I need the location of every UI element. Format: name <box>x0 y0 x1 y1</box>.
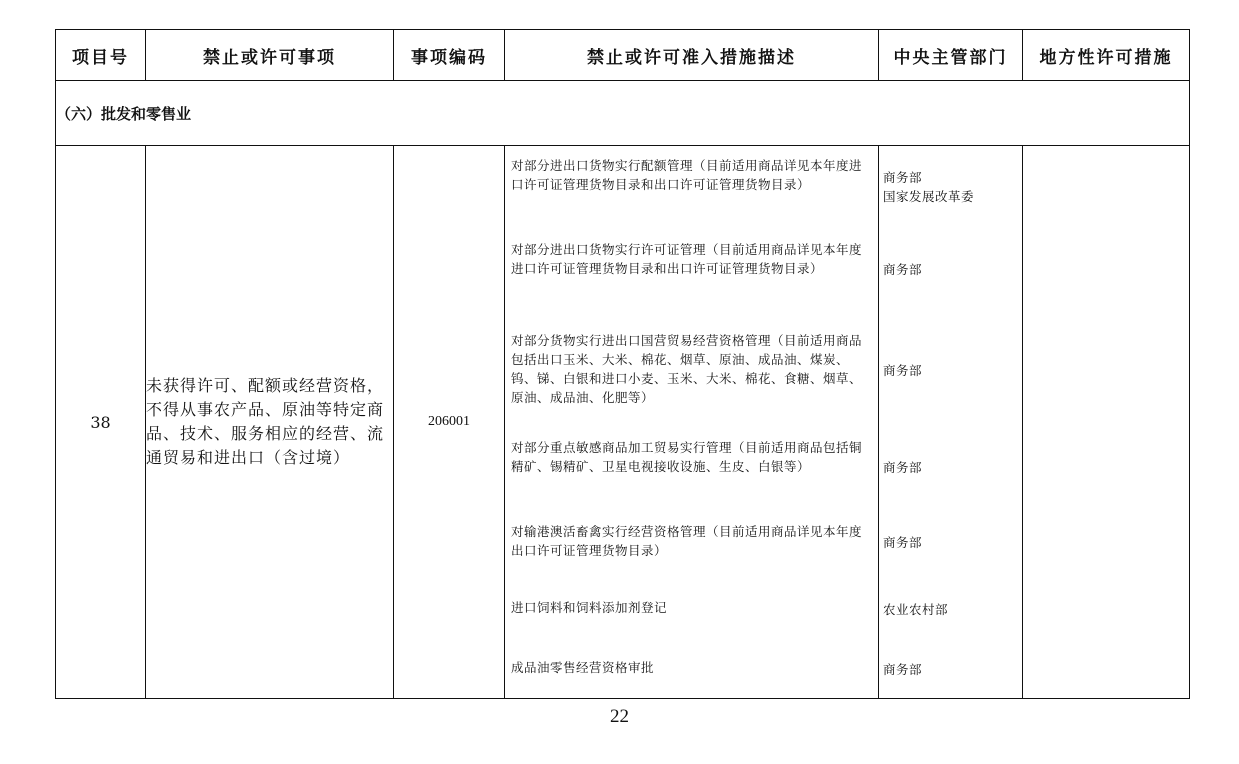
central-dept: 商务部 <box>883 535 923 550</box>
header-measure-desc: 禁止或许可准入措施描述 <box>505 30 879 81</box>
measure-desc: 对部分进出口货物实行配额管理（目前适用商品详见本年度进口许可证管理货物目录和出口许可证管理货物目录） <box>511 158 863 192</box>
item-description: 未获得许可、配额或经营资格，不得从事农产品、原油等特定商品、技术、服务相应的经营、流通贸易和进出口（含过境） <box>146 146 394 699</box>
central-dept: 商务部 <box>883 662 923 677</box>
central-dept-cell <box>879 146 1023 699</box>
local-measure-cell <box>1023 146 1190 699</box>
central-dept: 商务部 国家发展改革委 <box>883 170 975 204</box>
measure-desc: 对输港澳活畜禽实行经营资格管理（目前适用商品详见本年度出口许可证管理货物目录） <box>511 524 863 558</box>
page-number: 22 <box>610 706 629 727</box>
central-dept: 商务部 <box>883 460 923 475</box>
header-code: 事项编码 <box>394 30 505 81</box>
central-dept: 农业农村部 <box>883 602 949 617</box>
header-local-measure: 地方性许可措施 <box>1023 30 1190 81</box>
item-code: 206001 <box>394 146 505 699</box>
central-dept: 商务部 <box>883 262 923 277</box>
item-number: 38 <box>56 146 146 699</box>
measure-desc: 成品油零售经营资格审批 <box>511 660 655 675</box>
central-dept: 商务部 <box>883 363 923 378</box>
measure-desc: 对部分重点敏感商品加工贸易实行管理（目前适用商品包括铜精矿、锡精矿、卫星电视接收设施、生皮、白银等） <box>511 440 863 474</box>
section-row <box>56 81 1190 146</box>
measure-desc: 进口饲料和饲料添加剂登记 <box>511 600 668 615</box>
table-row <box>56 146 1190 699</box>
header-item: 禁止或许可事项 <box>146 30 394 81</box>
measures-cell <box>505 146 879 699</box>
header-row <box>56 30 1190 81</box>
measure-desc: 对部分货物实行进出口国营贸易经营资格管理（目前适用商品包括出口玉米、大米、棉花、烟草、原油、成品油、煤炭、钨、锑、白银和进口小麦、玉米、大米、棉花、食糖、烟草、原油、成品油、化肥等） <box>511 333 863 405</box>
section-title: （六）批发和零售业 <box>56 81 1190 146</box>
header-central-dept: 中央主管部门 <box>879 30 1023 81</box>
measure-desc: 对部分进出口货物实行许可证管理（目前适用商品详见本年度进口许可证管理货物目录和出口许可证管理货物目录） <box>511 242 863 276</box>
header-item-no: 项目号 <box>56 30 146 81</box>
market-access-table <box>55 29 1190 699</box>
